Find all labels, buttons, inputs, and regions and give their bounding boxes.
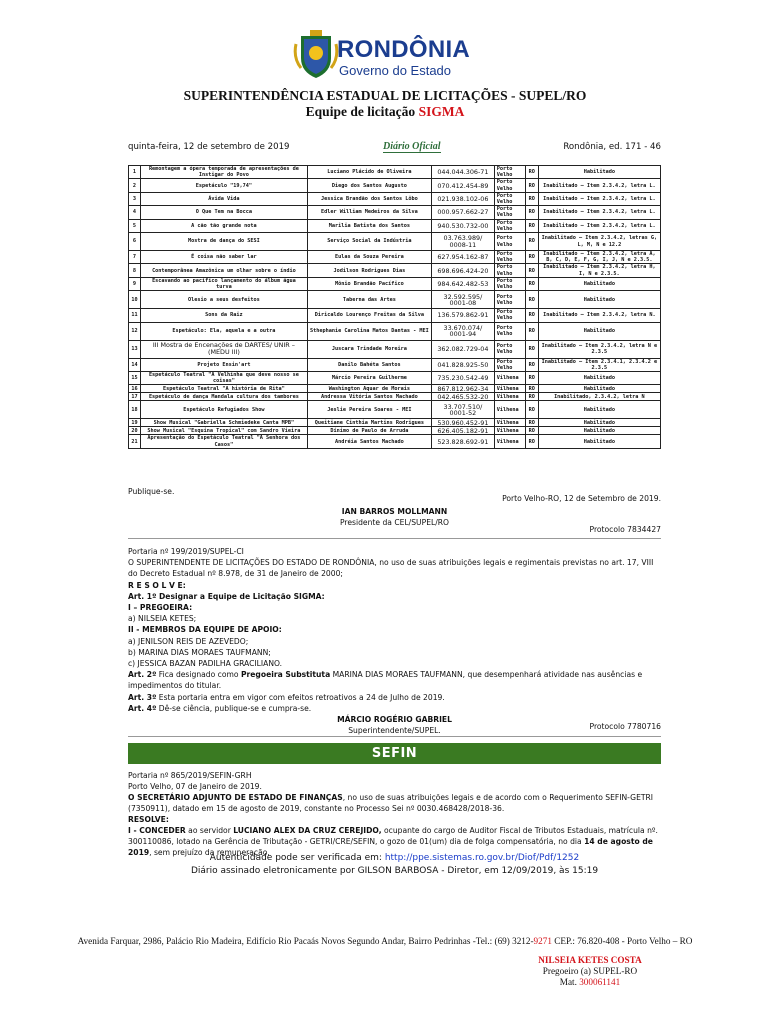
cell-n: 20 (129, 427, 141, 435)
cell-title: O Que Tem na Bocca (140, 206, 307, 219)
cell-n: 3 (129, 192, 141, 205)
cell-n: 9 (129, 277, 141, 290)
cell-city: Porto Velho (494, 219, 525, 232)
cell-status: Habilitado (538, 419, 660, 427)
signature-mat: Mat. 300061141 (559, 977, 621, 987)
cell-city: Vilhena (494, 385, 525, 393)
cell-uf: RO (525, 179, 538, 192)
cell-resp: Jeslie Pereira Soares - MEI (307, 401, 431, 419)
cell-title: É coisa não saber lar (140, 251, 307, 264)
cell-city: Porto Velho (494, 358, 525, 371)
table-row (129, 385, 661, 393)
sefin-paragraph-1: O SECRETÁRIO ADJUNTO DE ESTADO DE FINANÇAS, no uso de suas atribuições legais e de acordo com o Requerimento SEFIN-GETRI (7350911), datado em 15 de agosto de 2019, constante no Processo Sei nº 0030.468428/2018-36. (128, 793, 654, 813)
signed-line: Diário assinado eletronicamente por GILSON BARBOSA - Diretor, em 12/09/2019, às 15:19 (190, 866, 599, 876)
cell-doc: 626.405.182-91 (431, 427, 494, 435)
gazette-page (128, 136, 661, 876)
cell-city: Vilhena (494, 419, 525, 427)
cell-city: Vilhena (494, 435, 525, 448)
cell-resp: Edler William Medeiros da Silva (307, 206, 431, 219)
cell-resp: Luciano Plácido de Oliveira (307, 166, 431, 179)
publique-text: Publique-se. (128, 487, 175, 496)
cell-doc: 136.579.862-91 (431, 309, 494, 322)
cell-n: 8 (129, 264, 141, 277)
divider (128, 736, 661, 737)
cell-city: Vilhena (494, 401, 525, 419)
cell-doc: 627.954.162-87 (431, 251, 494, 264)
cell-uf: RO (525, 435, 538, 448)
cell-resp: Danilo Bahéta Santos (307, 358, 431, 371)
table-row (129, 179, 661, 192)
cell-doc: 698.696.424-20 (431, 264, 494, 277)
coat-of-arms-icon (293, 30, 339, 80)
cell-title: Ávida Vida (140, 192, 307, 205)
cell-n: 4 (129, 206, 141, 219)
cell-uf: RO (525, 393, 538, 401)
signature-role: Pregoeiro (a) SUPEL-RO (542, 966, 638, 976)
cell-title: Apresentação do Espetáculo Teatral "A Senhora dos Casos" (140, 435, 307, 448)
cell-city: Porto Velho (494, 309, 525, 322)
cell-resp: Washington Aquar de Morais (307, 385, 431, 393)
journal-name: Diário Oficial (383, 141, 441, 152)
cell-status: Inabilitado – Item 2.3.4.2, letra N. (538, 309, 660, 322)
cell-resp: Márcio Pereira Guilherme (307, 372, 431, 385)
cell-doc: 735.230.542-49 (431, 372, 494, 385)
cell-city: Porto Velho (494, 264, 525, 277)
cell-n: 14 (129, 358, 141, 371)
cell-title: Remontagem a ópera temporada de apresentações de Instigar do Povo (140, 166, 307, 179)
cell-uf: RO (525, 206, 538, 219)
table-row (129, 393, 661, 401)
cell-doc: 362.082.729-04 (431, 340, 494, 358)
cell-uf: RO (525, 233, 538, 251)
cell-doc: 940.530.732-00 (431, 219, 494, 232)
signer-name: IAN BARROS MOLLMANN (341, 507, 448, 516)
table-row (129, 166, 661, 179)
cell-title: Show Musical "Esquina Tropical" com Sandro Vieira (140, 427, 307, 435)
sefin-section (128, 770, 661, 858)
cell-n: 2 (129, 179, 141, 192)
cell-n: 10 (129, 291, 141, 309)
sefin-place: Porto Velho, 07 de Janeiro de 2019. (128, 782, 262, 791)
cell-city: Porto Velho (494, 233, 525, 251)
cell-doc: 33.670.074/ 0001-94 (431, 322, 494, 340)
member-3: c) JESSICA BAZAN PADILHA GRACILIANO. (128, 659, 283, 669)
cell-city: Porto Velho (494, 166, 525, 179)
cell-n: 1 (129, 166, 141, 179)
cell-status: Inabilitado – Item 2.3.4.2, letra H, I, N e 2.3.5. (538, 264, 660, 277)
cell-title: Contemporânea Amazônica um olhar sobre o índio (140, 264, 307, 277)
cell-uf: RO (525, 277, 538, 290)
cell-resp: Dínimo de Paulo de Arruda (307, 427, 431, 435)
cell-status: Habilitado (538, 277, 660, 290)
sefin-number: Portaria nº 865/2019/SEFIN-GRH (128, 771, 252, 780)
cell-city: Porto Velho (494, 322, 525, 340)
cell-title: Escavando ao pacifico lançamento do álbum água turva (140, 277, 307, 290)
table-row (129, 358, 661, 371)
cell-doc: 021.938.102-06 (431, 192, 494, 205)
table-row (129, 233, 661, 251)
cell-n: 11 (129, 309, 141, 322)
table-row (129, 277, 661, 290)
cell-status: Inabilitado – Item 2.3.4.2, letra A, B, C, D, E, F, G, I, J, N e 2.3.5. (538, 251, 660, 264)
cell-status: Inabilitado – Item 2.3.4.2, letra L. (538, 206, 660, 219)
cell-title: A cão tão grande nota (140, 219, 307, 232)
cell-status: Habilitado (538, 427, 660, 435)
cell-doc: 867.812.962-34 (431, 385, 494, 393)
cell-uf: RO (525, 340, 538, 358)
divider (128, 538, 661, 539)
authenticity-block (128, 852, 661, 878)
cell-city: Porto Velho (494, 291, 525, 309)
cell-resp: Diego dos Santos Augusto (307, 179, 431, 192)
cell-n: 7 (129, 251, 141, 264)
cell-resp: Sthephanie Carolina Matos Dantas - MEI (307, 322, 431, 340)
cell-resp: Taberna das Artes (307, 291, 431, 309)
cell-doc: 984.642.482-53 (431, 277, 494, 290)
cell-status: Inabilitado – Item 2.3.4.2, letra L. (538, 192, 660, 205)
cell-n: 16 (129, 385, 141, 393)
members-heading: II - MEMBROS DA EQUIPE DE APOIO: (128, 625, 282, 635)
cell-n: 19 (129, 419, 141, 427)
cell-status: Inabilitado – Item 2.3.4.2, letra N e 2.3.5 (538, 340, 660, 358)
table-row (129, 322, 661, 340)
cell-n: 18 (129, 401, 141, 419)
resolve-heading: R E S O L V E: (128, 580, 186, 590)
pregoeira-heading: I – PREGOEIRA: (128, 603, 193, 613)
cell-title: Espetáculo: Ela, aquela e a outra (140, 322, 307, 340)
cell-n: 5 (129, 219, 141, 232)
cell-city: Vilhena (494, 393, 525, 401)
cell-n: 13 (129, 340, 141, 358)
cell-status: Habilitado (538, 385, 660, 393)
cell-status: Habilitado (538, 401, 660, 419)
portaria-signer-role: Superintendente/SUPEL. (348, 726, 441, 736)
cell-status: Inabilitado – Item 2.3.4.1, 2.3.4.2 e 2.3.5 (538, 358, 660, 371)
cell-status: Habilitado (538, 435, 660, 448)
cell-status: Inabilitado – Item 2.3.4.2, letras G, L, M, N e 12.2 (538, 233, 660, 251)
cell-uf: RO (525, 264, 538, 277)
page-subtitle: Equipe de licitação SIGMA (305, 104, 465, 119)
cell-n: 12 (129, 322, 141, 340)
cell-resp: Jessica Brandão dos Santos Lôbo (307, 192, 431, 205)
sefin-resolve: RESOLVE: (128, 815, 169, 824)
cell-uf: RO (525, 322, 538, 340)
cell-n: 15 (129, 372, 141, 385)
cell-city: Porto Velho (494, 206, 525, 219)
cell-resp: Andréia Santos Machado (307, 435, 431, 448)
table-row (129, 427, 661, 435)
table-row (129, 206, 661, 219)
table-row (129, 340, 661, 358)
table-row (129, 309, 661, 322)
cell-uf: RO (525, 309, 538, 322)
cell-uf: RO (525, 419, 538, 427)
cell-city: Porto Velho (494, 340, 525, 358)
cell-doc: 523.828.692-91 (431, 435, 494, 448)
cell-status: Inabilitado – Item 2.3.4.2, letra L. (538, 219, 660, 232)
cell-uf: RO (525, 427, 538, 435)
member-1: a) JENILSON REIS DE AZEVEDO; (128, 636, 249, 646)
cell-title: Espetáculo de dança Mandala cultura dos tambores (140, 393, 307, 401)
sefin-banner: SEFIN (128, 743, 661, 764)
cell-doc: 042.465.532-20 (431, 393, 494, 401)
table-row (129, 419, 661, 427)
cell-n: 6 (129, 233, 141, 251)
cell-n: 17 (129, 393, 141, 401)
table-row (129, 192, 661, 205)
cell-uf: RO (525, 372, 538, 385)
cell-uf: RO (525, 192, 538, 205)
portaria-protocol: Protocolo 7780716 (589, 722, 661, 731)
cell-title: Espetáculo Teatral "A Velhinha que deve nosso se coisas" (140, 372, 307, 385)
brand-subtitle: Governo do Estado (339, 63, 452, 78)
table-row (129, 219, 661, 232)
portaria-intro: O SUPERINTENDENTE DE LICITAÇÕES DO ESTADO DE RONDÔNIA, no uso de suas atribuições legais e regimentais previstas no art. 17, VIII do Decreto Estadual nº 8.978, de 31 de Janeiro de 2000; (128, 558, 654, 579)
footer-address: Avenida Farquar, 2986, Palácio Rio Madeira, Edifício Rio Pacaás Novos Segundo Andar, Bairro Pedrinhas -Tel.: (69) 3212-9271 CEP.: 76.820-408 - Porto Velho – RO (77, 936, 693, 946)
cell-title: Mostra de dança do SESI (140, 233, 307, 251)
cell-doc: 03.763.989/ 0008-11 (431, 233, 494, 251)
cell-status: Habilitado (538, 291, 660, 309)
table-row (129, 435, 661, 448)
member-2: b) MARINA DIAS MORAES TAUFMANN; (128, 647, 271, 657)
cell-uf: RO (525, 358, 538, 371)
authenticity-link[interactable]: http://ppe.sistemas.ro.gov.br/Diof/Pdf/1252 (384, 853, 580, 863)
cell-title: Sons da Raiz (140, 309, 307, 322)
signer-role: Presidente da CEL/SUPEL/RO (339, 518, 450, 527)
cell-resp: Andressa Vitória Santos Machado (307, 393, 431, 401)
cell-doc: 041.828.925-50 (431, 358, 494, 371)
cell-title: III Mostra de Encenações de DARTES/ UNIR – (MEDU III) (140, 340, 307, 358)
portaria-number: Portaria nº 199/2019/SUPEL-CI (128, 547, 244, 556)
art4: Art. 4º Dê-se ciência, publique-se e cumpra-se. (128, 703, 312, 713)
table-row (129, 401, 661, 419)
cell-uf: RO (525, 291, 538, 309)
cell-uf: RO (525, 401, 538, 419)
cell-doc: 33.707.510/ 0001-52 (431, 401, 494, 419)
cell-uf: RO (525, 251, 538, 264)
cell-doc: 044.044.306-71 (431, 166, 494, 179)
art1: Art. 1º Designar a Equipe de Licitação SIGMA: (128, 591, 325, 601)
cell-resp: Jodilson Rodrigues Dias (307, 264, 431, 277)
cell-status: Habilitado (538, 372, 660, 385)
cell-title: Espetáculo Refugiados Show (140, 401, 307, 419)
table-row (129, 372, 661, 385)
edition-number: Rondônia, ed. 171 - 46 (563, 142, 661, 152)
authenticity-line: Autenticidade pode ser verificada em: http://ppe.sistemas.ro.gov.br/Diof/Pdf/1252 (209, 853, 580, 863)
cell-status: Habilitado (538, 166, 660, 179)
table-row (129, 264, 661, 277)
cell-resp: Queitiane Cinthia Martins Rodrigues (307, 419, 431, 427)
team-name: SIGMA (418, 104, 465, 119)
cell-doc: 000.957.662-27 (431, 206, 494, 219)
art2: Art. 2º Fica designado como Pregoeira Substituta MARINA DIAS MORAES TAUFMANN, que desempenhará atividade nas ausências e impedimentos do titular. (128, 670, 643, 691)
cell-resp: Serviço Social da Indústria (307, 233, 431, 251)
cell-city: Porto Velho (494, 179, 525, 192)
cell-n: 21 (129, 435, 141, 448)
portaria-section (128, 546, 661, 736)
cell-doc: 530.960.452-91 (431, 419, 494, 427)
cell-city: Vilhena (494, 427, 525, 435)
cell-city: Porto Velho (494, 277, 525, 290)
cell-resp: Marilia Batista dos Santos (307, 219, 431, 232)
cell-title: Olesio a seus desfeitos (140, 291, 307, 309)
place-date: Porto Velho-RO, 12 de Setembro de 2019. (502, 494, 661, 503)
cell-resp: Diricaldo Lourenço Freitas da Silva (307, 309, 431, 322)
cell-title: Espetáculo "19,74" (140, 179, 307, 192)
cell-resp: Eulas da Souza Pereira (307, 251, 431, 264)
cell-title: Espetáculo Teatral "A história de Rita" (140, 385, 307, 393)
cell-city: Vilhena (494, 372, 525, 385)
cell-title: Projeto Ensin'art (140, 358, 307, 371)
rondonia-logo (293, 30, 483, 82)
table-row (129, 291, 661, 309)
protocol-number: Protocolo 7834427 (589, 525, 661, 534)
portaria-signer: MÁRCIO ROGÉRIO GABRIEL (337, 715, 452, 725)
signature-name: NILSEIA KETES COSTA (538, 955, 642, 965)
cell-resp: Juscara Trindade Moreira (307, 340, 431, 358)
table-row (129, 251, 661, 264)
cell-uf: RO (525, 385, 538, 393)
art3: Art. 3º Esta portaria entra em vigor com efeitos retroativos a 24 de Julho de 2019. (128, 692, 445, 702)
publication-date: quinta-feira, 12 de setembro de 2019 (128, 142, 290, 152)
cell-doc: 070.412.454-89 (431, 179, 494, 192)
cell-city: Porto Velho (494, 251, 525, 264)
pregoeira-name: a) NILSEIA KETES; (128, 614, 197, 624)
cell-status: Inabilitado – Item 2.3.4.2, letra L. (538, 179, 660, 192)
cell-status: Habilitado (538, 322, 660, 340)
cell-resp: Mônio Brandão Pacífico (307, 277, 431, 290)
results-table (128, 165, 661, 449)
cell-doc: 32.592.595/ 0001-08 (431, 291, 494, 309)
brand-name: RONDÔNIA (337, 36, 471, 63)
cell-uf: RO (525, 219, 538, 232)
sefin-paragraph-2: I - CONCEDER ao servidor LUCIANO ALEX DA CRUZ CEREJIDO, ocupante do cargo de Auditor Fiscal de Tributos Estaduais, matrícula nº. 300110086, lotado na Gerência de Tributação - GETRI/CRE/SEFIN, o gozo de 01(um) dia de folga compensatória, no dia 14 de agosto de 2019, sem prejuízo da remuneração, (128, 826, 658, 857)
cell-uf: RO (525, 166, 538, 179)
signature-block (470, 955, 710, 988)
cell-title: Show Musical "Gabriella Schmiedeke Canta MPB" (140, 419, 307, 427)
cell-city: Porto Velho (494, 192, 525, 205)
cell-status: Inabilitado, 2.3.4.2, letra N (538, 393, 660, 401)
page-title: SUPERINTENDÊNCIA ESTADUAL DE LICITAÇÕES - SUPEL/RO (183, 88, 587, 103)
